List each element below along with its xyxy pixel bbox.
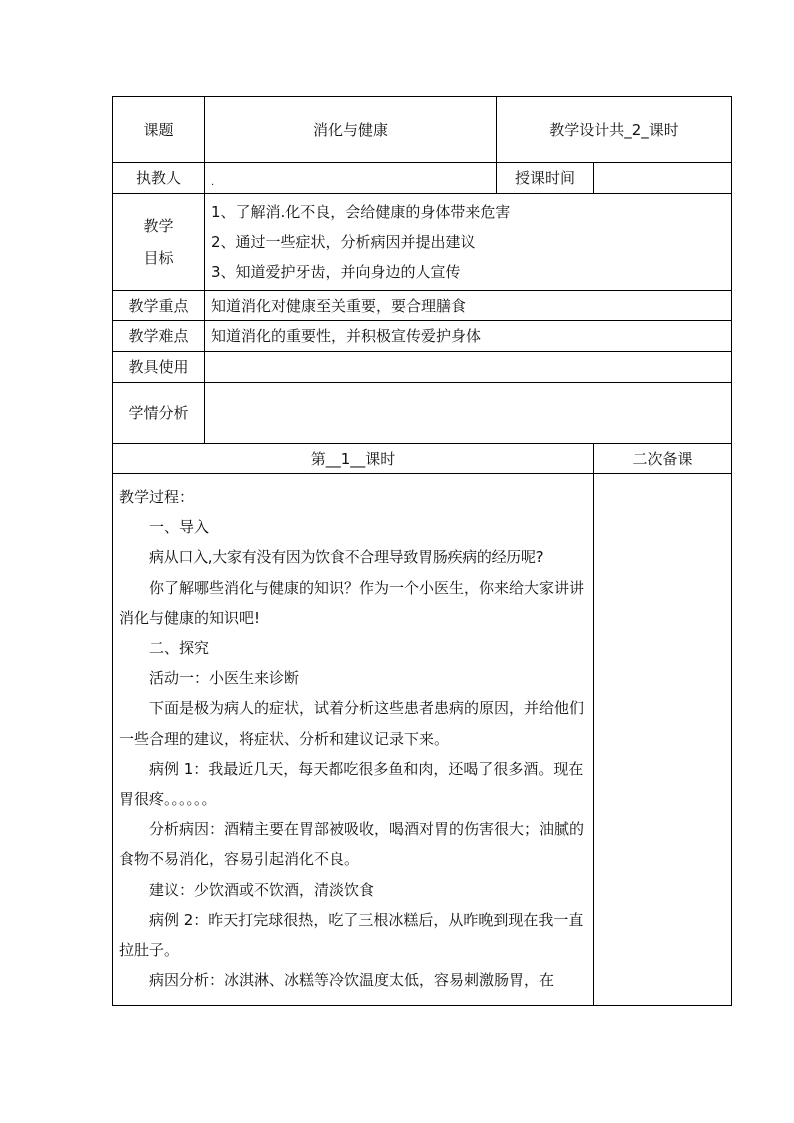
topic-row	[113, 97, 732, 163]
process-paragraph: 建议：少饮酒或不饮酒，清淡饮食	[149, 880, 375, 899]
goals-list	[205, 194, 732, 291]
goals-label-line1: 教学	[143, 217, 174, 235]
tools-value	[205, 352, 732, 383]
process-paragraph: 病例 1：我最近几天，每天都吃很多鱼和肉，还喝了很多酒。现在胃很疼。。。。。。	[119, 759, 584, 809]
tools-label: 教具使用	[113, 352, 205, 383]
topic-label: 课题	[113, 97, 205, 163]
time-label: 授课时间	[497, 163, 594, 194]
lesson-plan-table	[112, 96, 732, 1006]
goals-label-line2: 目标	[143, 249, 174, 267]
second-prep-area	[594, 474, 732, 1006]
process-paragraph: 分析病因：酒精主要在胃部被吸收，喝酒对胃的伤害很大；油腻的食物不易消化，容易引起消化不良。	[119, 820, 585, 869]
difficulty-value: 知道消化的重要性，并积极宣传爱护身体	[205, 321, 732, 352]
process-paragraph: 活动一：小医生来诊断	[149, 669, 300, 688]
goal-item: 2、通过一些症状，分析病因并提出建议	[211, 233, 476, 251]
process-content	[113, 474, 594, 1006]
analysis-value	[205, 383, 732, 444]
process-heading: 教学过程：	[119, 488, 195, 506]
process-paragraph: 二、探究	[149, 639, 210, 658]
goals-label	[113, 194, 205, 291]
tools-row	[113, 352, 732, 383]
difficulty-label: 教学难点	[113, 321, 205, 352]
teacher-label: 执教人	[113, 163, 205, 194]
key-point-label: 教学重点	[113, 291, 205, 321]
process-paragraph: 病因分析：冰淇淋、冰糕等冷饮温度太低，容易刺激肠胃，在	[149, 971, 555, 990]
design-info: 教学设计共_2_课时	[497, 97, 732, 163]
session-row	[113, 444, 732, 474]
process-paragraph: 你了解哪些消化与健康的知识？作为一个小医生，你来给大家讲讲消化与健康的知识吧!	[119, 578, 585, 627]
process-row	[113, 474, 732, 1006]
goal-item: 3、知道爱护牙齿，并向身边的人宣传	[211, 263, 461, 281]
process-paragraph: 病从口入,大家有没有因为饮食不合理导致胃肠疾病的经历呢?	[149, 548, 544, 567]
analysis-row	[113, 383, 732, 444]
time-value	[594, 163, 732, 194]
lesson-plan-sheet	[112, 96, 731, 1006]
analysis-label: 学情分析	[113, 383, 205, 444]
goal-item: 1、了解消.化不良，会给健康的身体带来危害	[211, 203, 511, 221]
process-paragraph: 下面是极为病人的症状，试着分析这些患者患病的原因，并给他们一些合理的建议，将症状、分析和建议记录下来。	[119, 699, 585, 748]
key-point-value: 知道消化对健康至关重要，要合理膳食	[205, 291, 732, 321]
topic-value: 消化与健康	[205, 97, 497, 163]
process-paragraph: 病例 2：昨天打完球很热，吃了三根冰糕后，从昨晚到现在我一直拉肚子。	[119, 910, 584, 960]
difficulty-row	[113, 321, 732, 352]
teacher-row	[113, 163, 732, 194]
teacher-value: .	[205, 163, 497, 194]
session-title: 第__1__课时	[113, 444, 594, 474]
goals-row	[113, 194, 732, 291]
process-paragraph: 一、导入	[149, 518, 210, 537]
key-point-row	[113, 291, 732, 321]
second-prep-label: 二次备课	[594, 444, 732, 474]
